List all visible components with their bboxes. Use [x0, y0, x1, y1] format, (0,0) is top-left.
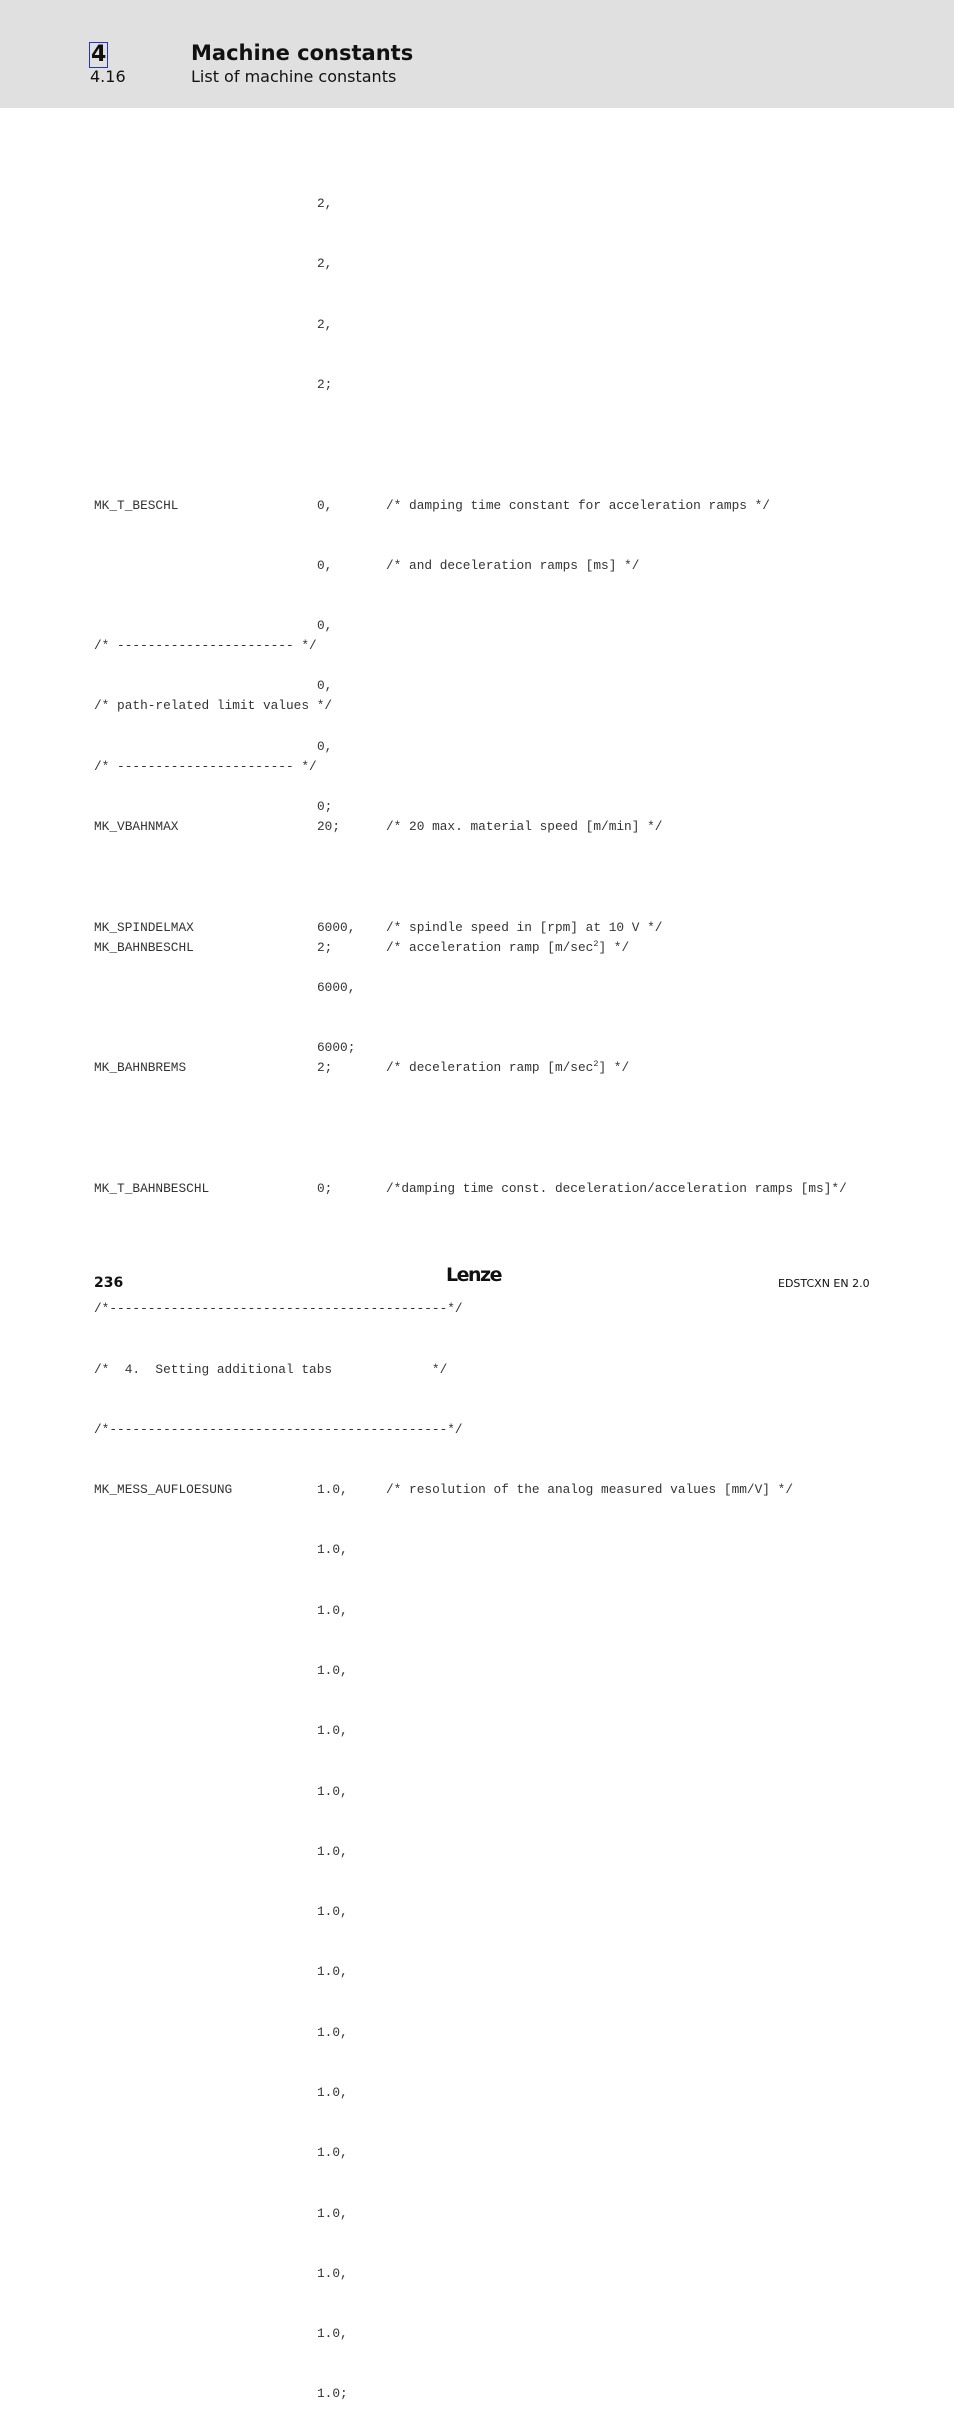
value-line: 1.0,: [317, 1904, 348, 1920]
code-line: 2;: [317, 377, 333, 393]
code-line-t-bahnbeschl: MK_T_BAHNBESCHL 0; /*damping time const. deceleration/acceleration ramps [ms]*/: [94, 1180, 847, 1196]
code-line-bahnbeschl: MK_BAHNBESCHL 2; /* acceleration ramp $[m/\sec^2]$ */: [94, 938, 630, 955]
value-line: 1.0,: [317, 1602, 348, 1618]
value-line: 1.0,: [317, 2084, 348, 2100]
document-id: EDSTCXN EN 2.0: [778, 1277, 870, 1290]
code-line: MK_T_BESCHL 0, /* damping time constant for acceleration ramps */: [94, 497, 770, 513]
header-band: [0, 0, 954, 108]
code-line: 0,: [317, 738, 333, 754]
value-line: 1.0,: [317, 1542, 348, 1558]
section-title: List of machine constants: [191, 67, 397, 86]
value-line: 1.0,: [317, 1843, 348, 1859]
code-line: 2,: [317, 316, 333, 332]
chapter-title: Machine constants: [191, 41, 414, 65]
blank-line: [94, 877, 109, 897]
value-line: 1.0,: [317, 2024, 348, 2040]
lenze-logo: Lenze: [446, 1264, 501, 1286]
value-line: 1.0,: [317, 1662, 348, 1678]
section-comment-line: /*--------------------------------------------*/: [94, 1421, 463, 1437]
section-number: 4.16: [90, 67, 126, 86]
code-line: 2,: [317, 256, 333, 272]
blank-line: [94, 998, 109, 1018]
value-line: 1.0,: [317, 2265, 348, 2281]
code-line-vbahnmax: MK_VBAHNMAX 20; /* 20 max. material speed [m/min] */: [94, 819, 663, 835]
value-line: 1.0,: [317, 2205, 348, 2221]
code-line: 0, /* and deceleration ramps [ms] */: [317, 557, 640, 573]
value-line: 1.0,: [317, 1964, 348, 1980]
comment-line: /* path-related limit values */: [94, 698, 333, 714]
value-line: 1.0,: [317, 1723, 348, 1739]
section-comment-line: /*--------------------------------------------*/: [94, 1301, 463, 1317]
value-line: 1.0;: [317, 2386, 348, 2402]
comment-line: /* ----------------------- */: [94, 758, 317, 774]
code-line-bahnbrems: MK_BAHNBREMS 2; /* deceleration ramp $[m/\sec^2]$ */: [94, 1059, 630, 1076]
code-line: 0;: [317, 799, 333, 814]
code-line: 0,: [317, 618, 333, 634]
page-number: 236: [94, 1275, 124, 1291]
code-line: 0,: [317, 678, 333, 694]
value-line: 1.0,: [317, 2145, 348, 2161]
code-line: MK_SPINDELMAX 6000, /* spindle speed in [rpm] at 10 V */: [94, 919, 663, 935]
comment-line: /* ----------------------- */: [94, 638, 317, 654]
code-line: 6000,: [317, 979, 356, 995]
chapter-number-link[interactable]: 4: [91, 42, 107, 67]
code-line: 2,: [317, 196, 333, 212]
code-line: 6000;: [317, 1040, 356, 1056]
value-line: 1.0,: [317, 1783, 348, 1799]
blank-line: [94, 1118, 109, 1138]
value-line: 1.0,: [317, 2326, 348, 2342]
section-comment-line: /* 4. Setting additional tabs */: [94, 1361, 448, 1377]
code-line-mess: MK_MESS_AUFLOESUNG 1.0, /* resolution of the analog measured values [mm/V] */: [94, 1482, 794, 1498]
code-line: [94, 435, 109, 455]
blank-line: [94, 1239, 109, 1259]
